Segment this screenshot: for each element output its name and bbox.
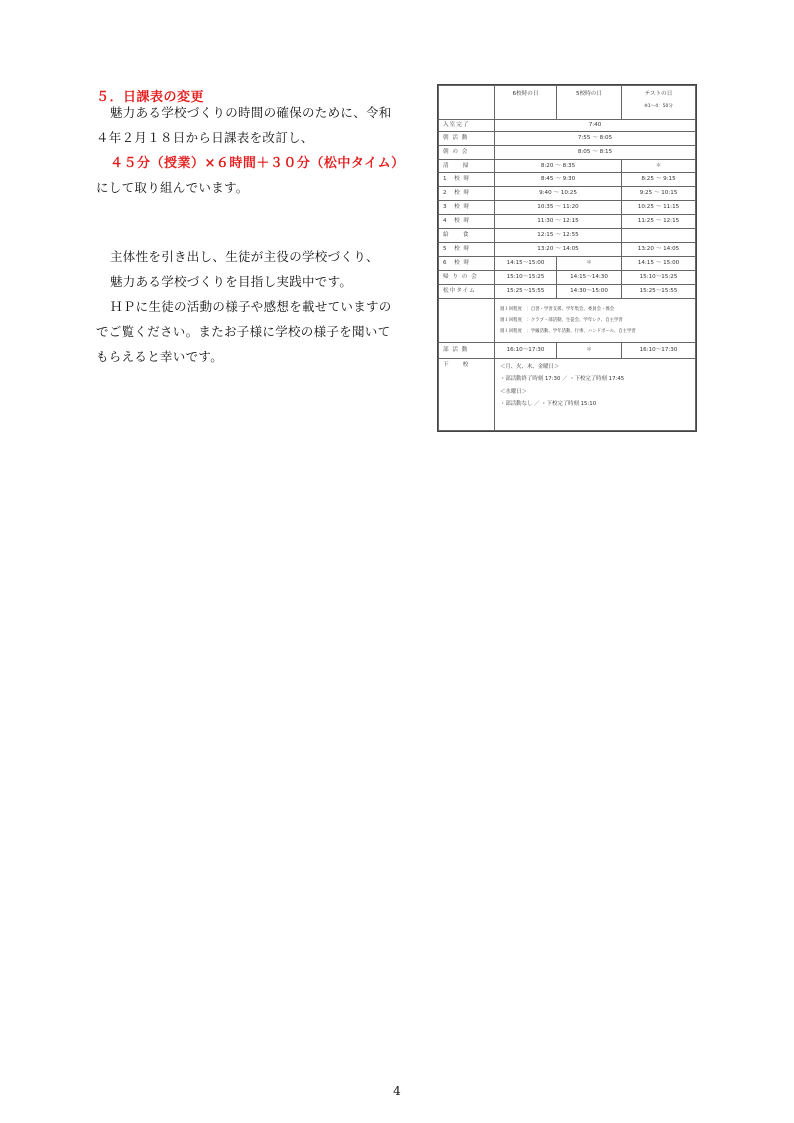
table-row <box>439 285 696 299</box>
row-label: 朝 活 動 <box>439 132 495 146</box>
row-time: 7:55 ～ 8:05 <box>495 132 696 146</box>
table-row <box>439 271 696 285</box>
row-time-5: ＊ <box>557 343 622 359</box>
row-time-test: 10:25 ～ 11:15 <box>622 201 696 215</box>
header-6-periods: 6校時の日 <box>495 86 557 120</box>
practice-line-5: もらえると幸いです。 <box>96 349 224 364</box>
row-label: 松中タイム <box>439 285 495 299</box>
row-label: 1 校 時 <box>439 173 495 187</box>
intro-paragraph-end <box>96 175 426 200</box>
row-label: 4 校 時 <box>439 215 495 229</box>
schedule-header-row <box>439 86 696 120</box>
row-label: 下 校 <box>439 359 495 431</box>
activity-note: 週１回程度 ：クラブ・部活動、生徒会、学年レク、自主学習 <box>500 317 623 323</box>
intro-paragraph <box>96 100 426 150</box>
row-time-test: 8:25 ～ 9:15 <box>622 173 696 187</box>
row-time-6: 15:25～15:55 <box>495 285 557 299</box>
row-time: 9:40 ～ 10:25 <box>495 187 622 201</box>
practice-line-4: でご覧ください。またお子様に学校の様子を聞いて <box>96 324 391 339</box>
table-row <box>439 132 696 146</box>
row-time-5: ＊ <box>557 257 622 271</box>
practice-line-2: 魅力ある学校づくりを目指し実践中です。 <box>110 274 353 289</box>
header-5-periods: 5校時の日 <box>557 86 622 120</box>
row-label: 清 掃 <box>439 160 495 173</box>
row-time-6: 16:10～17:30 <box>495 343 557 359</box>
table-row <box>439 160 696 173</box>
row-time: 8:45 ～ 9:30 <box>495 173 622 187</box>
activity-note: 週１回程度 ：自習・学習支援、学年集会、委員会・係会 <box>500 306 615 312</box>
row-time-5: 14:30～15:00 <box>557 285 622 299</box>
row-time: 10:35 ～ 11:20 <box>495 201 622 215</box>
row-time: 13:20 ～ 14:05 <box>495 243 622 257</box>
practice-paragraph <box>96 244 426 369</box>
corner-cell <box>439 86 495 120</box>
row-time: 8:20 ～ 8:35 <box>495 160 622 173</box>
row-time: 7:40 <box>495 120 696 132</box>
row-time-6: 15:10～15:25 <box>495 271 557 285</box>
table-row <box>439 229 696 243</box>
row-label: 帰 り の 会 <box>439 271 495 285</box>
row-label: 給 食 <box>439 229 495 243</box>
activity-notes-label-cell <box>439 299 495 343</box>
dismissal-line: ・部活動なし ／ ・下校完了時刻 15:10 <box>500 401 597 408</box>
timetable-highlight: ４５分（授業）×６時間＋３０分（松中タイム） <box>110 156 405 171</box>
dismissal-line: ＜月、火、木、金曜日＞ <box>500 364 560 370</box>
section-title: ５．日課表の変更 <box>96 90 205 105</box>
header-test-day <box>622 86 696 120</box>
row-time-test: 9:25 ～ 10:15 <box>622 187 696 201</box>
row-label: 朝 の 会 <box>439 146 495 160</box>
row-label: 5 校 時 <box>439 243 495 257</box>
table-row <box>439 120 696 132</box>
row-time-test: 15:10～15:25 <box>622 271 696 285</box>
row-time-test: 14:15 ～ 15:00 <box>622 257 696 271</box>
row-label: 3 校 時 <box>439 201 495 215</box>
row-time-test: 16:10～17:30 <box>622 343 696 359</box>
table-row <box>439 173 696 187</box>
activity-note: 週１回程度 ：学級活動、学年活動、行事、ハンドボール、自主学習 <box>500 329 636 335</box>
table-row <box>439 243 696 257</box>
table-row <box>439 146 696 160</box>
row-time-5: 14:15～14:30 <box>557 271 622 285</box>
activity-notes <box>495 299 696 343</box>
table-row <box>439 187 696 201</box>
table-row <box>439 201 696 215</box>
row-time: 8:05 ～ 8:15 <box>495 146 696 160</box>
row-label: 6 校 時 <box>439 257 495 271</box>
page-number: 4 <box>393 1084 401 1098</box>
row-time-test: 11:25 ～ 12:15 <box>622 215 696 229</box>
dismissal-line: ＜水曜日＞ <box>500 388 527 395</box>
daily-schedule-table <box>437 84 697 432</box>
practice-line-1: 主体性を引き出し、生徒が主役の学校づくり、 <box>110 249 379 264</box>
header-test-day-label: テストの日 <box>644 91 673 97</box>
row-time: 12:15 ～ 12:55 <box>495 229 622 243</box>
row-time-test: ＊ <box>622 160 696 173</box>
row-time-test: 13:20 ～ 14:05 <box>622 243 696 257</box>
row-time: 11:30 ～ 12:15 <box>495 215 622 229</box>
row-time-test: 15:25～15:55 <box>622 285 696 299</box>
intro-line-3: にして取り組んでいます。 <box>96 180 249 195</box>
row-label: 入室完了 <box>439 120 495 132</box>
test-day-note: ※1～4：50分 <box>644 103 673 109</box>
practice-line-3: ＨＰに生徒の活動の様子や感想を載せていますの <box>110 299 392 314</box>
row-label: 2 校 時 <box>439 187 495 201</box>
dismissal-notes <box>495 359 696 431</box>
table-row <box>439 215 696 229</box>
row-time-test <box>622 229 696 243</box>
row-time-6: 14:15～15:00 <box>495 257 557 271</box>
activity-notes-row <box>439 299 696 343</box>
dismissal-row <box>439 359 696 431</box>
intro-line-1: 魅力ある学校づくりの時間の確保のために、令和 <box>110 105 392 120</box>
intro-line-2: ４年２月１８日から日課表を改訂し、 <box>96 130 314 145</box>
dismissal-line: ・部活動終了時刻 17:30 ／ ・下校完了時刻 17:45 <box>500 376 625 383</box>
row-label: 部 活 動 <box>439 343 495 359</box>
table-row <box>439 257 696 271</box>
table-row <box>439 343 696 359</box>
